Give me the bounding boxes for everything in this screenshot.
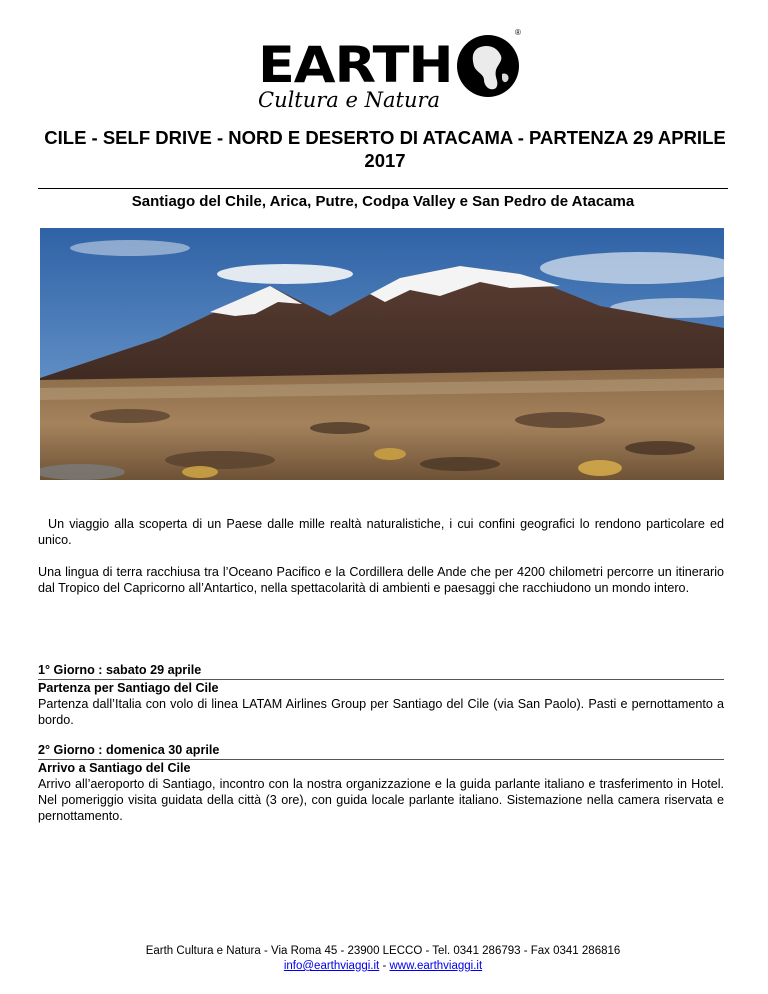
earth-logo bbox=[258, 30, 523, 112]
logo-wordmark: EARTH bbox=[258, 36, 453, 94]
page-title: CILE - SELF DRIVE - NORD E DESERTO DI ATACAMA - PARTENZA 29 APRILE 2017 bbox=[44, 127, 726, 171]
globe-icon bbox=[456, 34, 520, 98]
page-subtitle: Santiago del Chile, Arica, Putre, Codpa Valley e San Pedro de Atacama bbox=[131, 193, 635, 210]
day-2-text: Arrivo all’aeroporto di Santiago, incontro con la nostra organizzazione e la guida parlante italiano e trasferimento in Hotel. Nel pomeriggio visita guidata della città (3 ore), con guida locale parlante italiano. Sistemazione nella camera riservata e pernottamento. bbox=[38, 777, 724, 823]
intro-paragraph-2: Una lingua di terra racchiusa tra l’Oceano Pacifico e la Cordillera delle Ande che per 4200 chilometri percorre un itinerario dal Tropico del Capricorno all’Antartico, nella spettacolarità di ambienti e paesaggi che racchiudono un mondo intero. bbox=[38, 565, 724, 595]
page-footer bbox=[38, 944, 728, 974]
footer-links bbox=[38, 959, 728, 974]
day-1-subheading: Partenza per Santiago del Cile bbox=[38, 681, 219, 695]
intro-paragraph-1: Un viaggio alla scoperta di un Paese dalle mille realtà naturalistiche, i cui confini geografici lo rendono particolare ed unico. bbox=[38, 517, 724, 547]
logo-tagline: Cultura e Natura bbox=[258, 88, 441, 112]
day-2-subheading: Arrivo a Santiago del Cile bbox=[38, 761, 191, 775]
day-1-heading: 1° Giorno : sabato 29 aprile bbox=[38, 662, 724, 680]
footer-address: Earth Cultura e Natura - Via Roma 45 - 23900 LECCO - Tel. 0341 286793 - Fax 0341 286816 bbox=[145, 945, 621, 957]
title-divider bbox=[38, 188, 728, 189]
day-2-heading: 2° Giorno : domenica 30 aprile bbox=[38, 742, 724, 760]
atacama-landscape-photo bbox=[40, 228, 724, 480]
day-1-text: Partenza dall’Italia con volo di linea LATAM Airlines Group per Santiago del Cile (via San Paolo). Pasti e pernottamento a bordo. bbox=[38, 697, 724, 727]
registered-mark: ® bbox=[515, 28, 521, 37]
footer-separator: - bbox=[379, 960, 390, 972]
website-link[interactable]: www.earthviaggi.it bbox=[389, 960, 483, 972]
email-link[interactable]: info@earthviaggi.it bbox=[283, 960, 380, 972]
